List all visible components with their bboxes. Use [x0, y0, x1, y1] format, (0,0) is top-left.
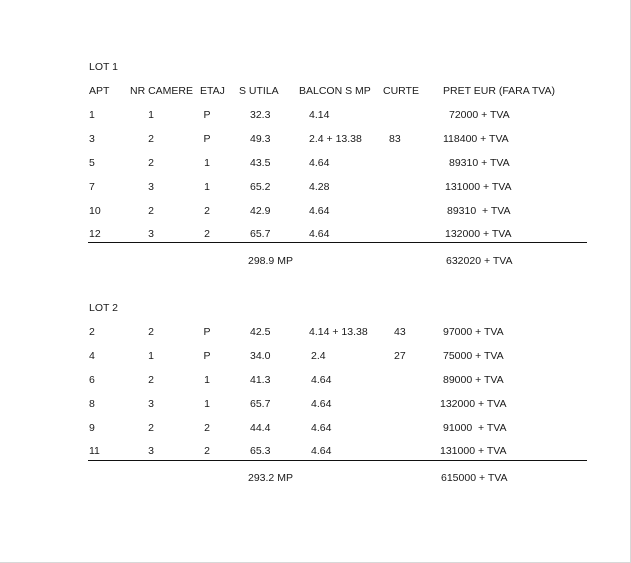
cell-utila: 42.9: [250, 205, 271, 217]
cell-camere: 3: [148, 445, 154, 457]
cell-utila: 65.2: [250, 181, 271, 193]
cell-utila: 65.3: [250, 445, 271, 457]
lot-2-total-rule: [88, 460, 587, 461]
cell-apt: 11: [89, 445, 100, 457]
cell-etaj: 2: [204, 228, 210, 240]
cell-etaj: P: [203, 326, 211, 338]
cell-balcon: 2.4: [311, 350, 326, 362]
cell-balcon: 4.64: [311, 374, 332, 386]
cell-balcon: 4.64: [311, 445, 332, 457]
header-apt: APT: [89, 85, 110, 97]
cell-apt: 7: [89, 181, 95, 193]
cell-balcon: 4.14 + 13.38: [309, 326, 368, 338]
cell-balcon: 4.64: [311, 422, 332, 434]
cell-utila: 42.5: [250, 326, 271, 338]
cell-apt: 6: [89, 374, 95, 386]
cell-pret: 97000 + TVA: [443, 326, 504, 338]
cell-etaj: 1: [204, 374, 210, 386]
cell-balcon: 2.4 + 13.38: [309, 133, 362, 145]
cell-camere: 2: [148, 422, 154, 434]
cell-curte: 83: [389, 133, 401, 145]
header-etaj: ETAJ: [200, 85, 225, 97]
cell-balcon: 4.64: [311, 398, 332, 410]
cell-apt: 5: [89, 157, 95, 169]
lot-1-total-rule: [88, 242, 587, 243]
cell-pret: 72000 + TVA: [449, 109, 510, 121]
lot-2-title: LOT 2: [89, 302, 118, 314]
cell-apt: 1: [89, 109, 95, 121]
cell-curte: 43: [394, 326, 406, 338]
header-pret: PRET EUR (FARA TVA): [443, 85, 556, 97]
cell-pret: 132000 + TVA: [440, 398, 507, 410]
cell-utila: 41.3: [250, 374, 271, 386]
cell-balcon: 4.64: [309, 228, 330, 240]
cell-utila: 34.0: [250, 350, 271, 362]
cell-balcon: 4.14: [309, 109, 330, 121]
cell-utila: 44.4: [250, 422, 271, 434]
cell-camere: 2: [148, 326, 154, 338]
cell-etaj: 2: [204, 445, 210, 457]
cell-pret: 131000 + TVA: [440, 445, 507, 457]
cell-camere: 2: [148, 133, 154, 145]
cell-camere: 3: [148, 228, 154, 240]
cell-utila: 43.5: [250, 157, 271, 169]
cell-pret: 118400 + TVA: [443, 133, 509, 145]
cell-etaj: 2: [204, 422, 210, 434]
cell-etaj: P: [203, 350, 211, 362]
cell-apt: 10: [89, 205, 101, 217]
cell-apt: 4: [89, 350, 95, 362]
header-s-utila: S UTILA: [239, 85, 279, 97]
cell-camere: 2: [148, 157, 154, 169]
cell-pret: 89310 + TVA: [447, 205, 511, 217]
cell-etaj: 2: [204, 205, 210, 217]
header-curte: CURTE: [383, 85, 419, 97]
lot-1-title: LOT 1: [89, 61, 118, 73]
lot-2-total-price: 615000 + TVA: [441, 472, 508, 484]
cell-pret: 91000 + TVA: [443, 422, 507, 434]
cell-balcon: 4.28: [309, 181, 330, 193]
lot-1-total-area: 298.9 MP: [248, 255, 293, 267]
cell-etaj: 1: [204, 398, 210, 410]
cell-apt: 12: [89, 228, 101, 240]
cell-balcon: 4.64: [309, 205, 330, 217]
header-nr-camere: NR CAMERE: [130, 85, 194, 97]
lot-2-total-area: 293.2 MP: [248, 472, 293, 484]
cell-curte: 27: [394, 350, 406, 362]
cell-apt: 3: [89, 133, 95, 145]
cell-etaj: P: [203, 109, 211, 121]
cell-apt: 8: [89, 398, 95, 410]
cell-apt: 9: [89, 422, 95, 434]
cell-camere: 2: [148, 205, 154, 217]
cell-pret: 131000 + TVA: [445, 181, 512, 193]
cell-utila: 65.7: [250, 398, 271, 410]
cell-etaj: 1: [204, 181, 210, 193]
cell-camere: 3: [148, 398, 154, 410]
cell-camere: 3: [148, 181, 154, 193]
cell-pret: 132000 + TVA: [445, 228, 512, 240]
cell-apt: 2: [89, 326, 95, 338]
header-balcon: BALCON S MP: [299, 85, 371, 97]
cell-camere: 2: [148, 374, 154, 386]
cell-pret: 75000 + TVA: [443, 350, 504, 362]
cell-balcon: 4.64: [309, 157, 330, 169]
cell-camere: 1: [148, 109, 154, 121]
cell-utila: 65.7: [250, 228, 271, 240]
cell-camere: 1: [148, 350, 154, 362]
lot-1-total-price: 632020 + TVA: [446, 255, 513, 267]
cell-utila: 49.3: [250, 133, 271, 145]
cell-pret: 89310 + TVA: [449, 157, 510, 169]
cell-pret: 89000 + TVA: [443, 374, 504, 386]
cell-utila: 32.3: [250, 109, 271, 121]
cell-etaj: P: [203, 133, 211, 145]
cell-etaj: 1: [204, 157, 210, 169]
